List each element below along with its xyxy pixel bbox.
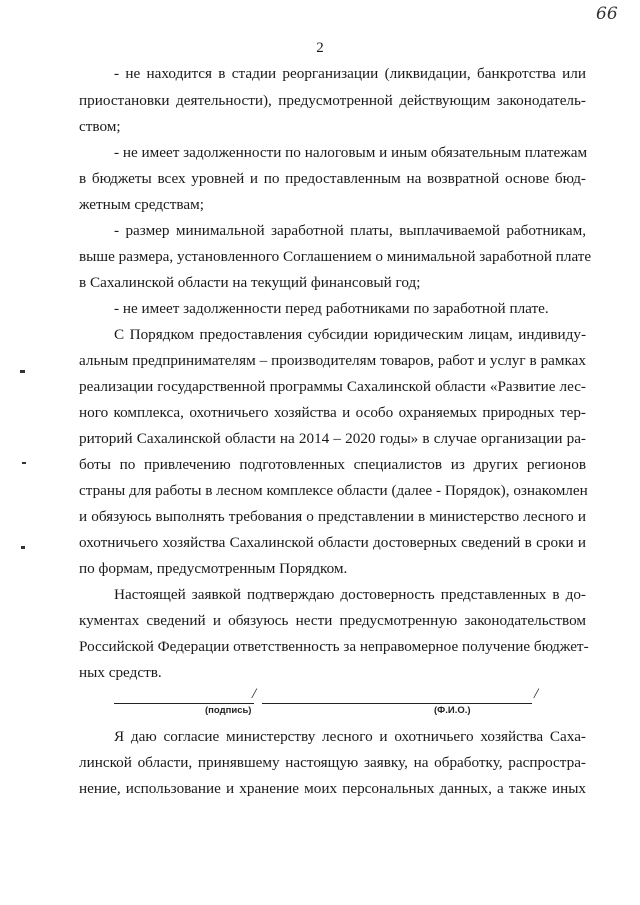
text-line: С Порядком предоставления субсидии юридическим лицам, индивиду- [114, 326, 586, 343]
text-line: - размер минимальной заработной платы, выплачиваемой работникам, [114, 222, 586, 239]
text-line: боты по привлечению подготовленных специалистов из других регионов [79, 456, 586, 473]
signature-field-line [114, 703, 254, 704]
name-field-line [262, 703, 532, 704]
signature-separator: / [252, 686, 257, 702]
text-line: реализации государственной программы Сахалинской области «Развитие лес- [79, 378, 586, 395]
text-line: приостановки деятельности), предусмотренной действующим законодатель- [79, 92, 586, 109]
text-line: ных средств. [79, 664, 162, 681]
text-line: линской области, принявшему настоящую заявку, на обработку, распростра- [79, 754, 586, 771]
text-line: нение, использование и хранение моих персональных данных, а также иных [79, 780, 586, 797]
text-line: выше размера, установленного Соглашением о минимальной заработной плате [79, 248, 592, 265]
text-line: ством; [79, 118, 121, 135]
scan-mark [20, 370, 25, 373]
text-line: по формам, предусмотренным Порядком. [79, 560, 348, 577]
name-separator: / [534, 686, 539, 702]
text-line: Настоящей заявкой подтверждаю достоверность представленных в до- [114, 586, 586, 603]
text-line: - не имеет задолженности перед работниками по заработной плате. [114, 300, 549, 317]
text-line: - не находится в стадии реорганизации (ликвидации, банкротства или [114, 65, 586, 82]
text-line: в Сахалинской области на текущий финансовый год; [79, 274, 421, 291]
page-number: 2 [316, 40, 324, 56]
scan-mark [22, 462, 26, 464]
text-line: кументах сведений и обязуюсь нести предусмотренную законодательством [79, 612, 586, 629]
text-line: Я даю согласие министерству лесного и охотничьего хозяйства Саха- [114, 728, 586, 745]
text-line: ного комплекса, охотничьего хозяйства и особо охраняемых природных тер- [79, 404, 586, 421]
text-line: и обязуюсь выполнять требования о представлении в министерство лесного и [79, 508, 586, 525]
name-caption: (Ф.И.О.) [434, 705, 471, 716]
text-line: страны для работы в лесном комплексе области (далее - Порядок), ознакомлен [79, 482, 588, 499]
text-line: в бюджеты всех уровней и по предоставленным на возвратной основе бюд- [79, 170, 586, 187]
text-line: - не имеет задолженности по налоговым и иным обязательным платежам [114, 144, 588, 161]
text-line: риторий Сахалинской области на 2014 – 2020 годы» в случае организации ра- [79, 430, 586, 447]
signature-block [0, 684, 640, 724]
text-line: Российской Федерации ответственность за неправомерное получение бюджет- [79, 638, 589, 655]
text-line: жетным средствам; [79, 196, 204, 213]
handwritten-page-number: 66 [596, 4, 618, 24]
signature-caption: (подпись) [205, 705, 252, 716]
text-line: альным предпринимателям – производителям товаров, работ и услуг в рамках [79, 352, 586, 369]
text-line: охотничьего хозяйства Сахалинской области достоверных сведений в сроки и [79, 534, 586, 551]
scan-mark [21, 546, 25, 549]
